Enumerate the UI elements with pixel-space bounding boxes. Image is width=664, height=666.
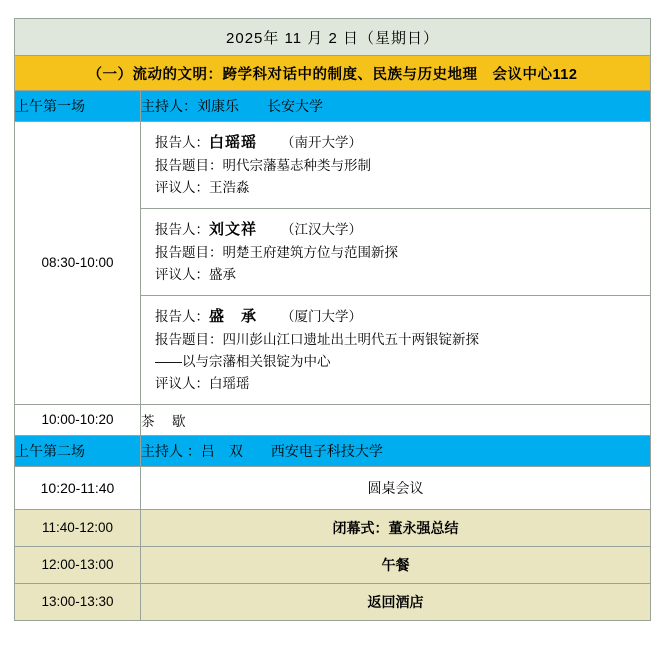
date-header: 2025年 11 月 2 日（星期日） xyxy=(15,19,651,56)
closing-label: 午餐 xyxy=(141,546,651,583)
closing-time: 12:00-13:00 xyxy=(15,546,141,583)
session-title: （一）流动的文明：跨学科对话中的制度、民族与历史地理 会议中心112 xyxy=(15,56,651,91)
closing-time: 13:00-13:30 xyxy=(15,583,141,620)
talk-subtitle-line: ——以与宗藩相关银锭为中心 xyxy=(155,354,331,370)
closing-row xyxy=(15,546,651,583)
closing-row xyxy=(15,509,651,546)
tea-break-row xyxy=(15,404,651,435)
talk-title-label: 报告题目： xyxy=(155,158,223,174)
chair-label-2: 上午第二场 xyxy=(15,435,141,466)
talk-item xyxy=(141,295,650,404)
discussant-name: 白瑶瑶 xyxy=(209,376,250,392)
round-table-time: 10:20-11:40 xyxy=(15,466,141,509)
round-table-label: 圆桌会议 xyxy=(141,466,651,509)
time-session-1: 08:30-10:00 xyxy=(15,122,141,405)
speaker-name: 盛 承 xyxy=(209,308,258,326)
talks-row xyxy=(15,122,651,405)
speaker-affiliation: （江汉大学） xyxy=(281,222,363,238)
discussant-name: 盛承 xyxy=(209,267,236,283)
closing-time: 11:40-12:00 xyxy=(15,509,141,546)
talk-speaker-line xyxy=(155,305,650,329)
talk-title-line xyxy=(155,155,650,177)
chair-text-2: 主持人 ：吕 双 西安电子科技大学 xyxy=(141,435,651,466)
discussant-name: 王浩淼 xyxy=(209,180,250,196)
talk-title-line xyxy=(155,329,650,351)
closing-row xyxy=(15,583,651,620)
conference-schedule-table xyxy=(14,18,651,621)
talks-cell xyxy=(141,122,651,405)
talk-title: 明代宗藩墓志种类与形制 xyxy=(222,158,371,174)
speaker-label: 报告人： xyxy=(155,135,209,150)
talk-title: 四川彭山江口遗址出土明代五十两银锭新探 xyxy=(222,332,479,348)
talk-discussant-line xyxy=(155,373,650,395)
speaker-name: 白瑶瑶 xyxy=(209,134,258,151)
closing-label: 闭幕式：董永强总结 xyxy=(141,509,651,546)
talk-item xyxy=(141,208,650,295)
talk-discussant-line xyxy=(155,264,650,286)
speaker-affiliation: （南开大学） xyxy=(281,135,363,150)
speaker-affiliation: （厦门大学） xyxy=(281,309,363,325)
chair-row-1 xyxy=(15,91,651,122)
tea-break-label: 茶 歇 xyxy=(141,404,651,435)
talk-item xyxy=(141,122,650,208)
session-title-row xyxy=(15,56,651,91)
chair-row-2 xyxy=(15,435,651,466)
date-header-row xyxy=(15,19,651,56)
round-table-row xyxy=(15,466,651,509)
chair-text-1: 主持人：刘康乐 长安大学 xyxy=(141,91,651,122)
tea-break-time: 10:00-10:20 xyxy=(15,404,141,435)
discussant-label: 评议人： xyxy=(155,267,209,283)
speaker-label: 报告人： xyxy=(155,309,209,325)
speaker-label: 报告人： xyxy=(155,222,209,238)
talk-title-label: 报告题目： xyxy=(155,332,223,348)
chair-label-1: 上午第一场 xyxy=(15,91,141,122)
discussant-label: 评议人： xyxy=(155,180,209,196)
discussant-label: 评议人： xyxy=(155,376,209,392)
talk-title: 明楚王府建筑方位与范围新探 xyxy=(222,245,398,261)
closing-label: 返回酒店 xyxy=(141,583,651,620)
talk-discussant-line xyxy=(155,177,650,199)
speaker-name: 刘文祥 xyxy=(209,221,258,239)
talk-title-line xyxy=(155,242,650,264)
talk-speaker-line xyxy=(155,131,650,155)
talk-speaker-line xyxy=(155,218,650,242)
talk-title-label: 报告题目： xyxy=(155,245,223,261)
